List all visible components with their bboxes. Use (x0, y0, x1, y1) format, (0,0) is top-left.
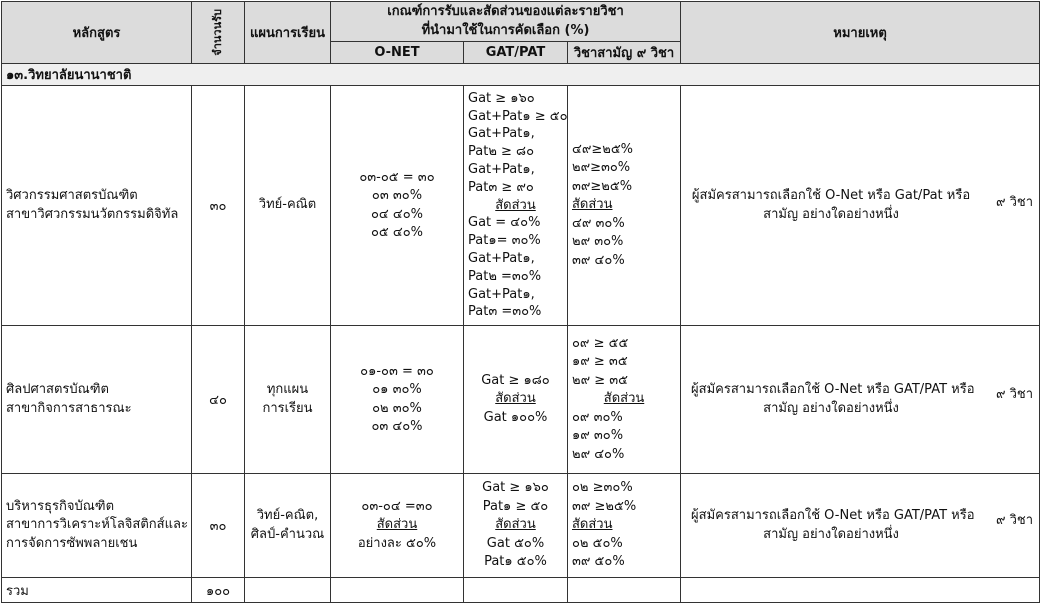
gatpat-line: Gat+Pat๑, (468, 162, 535, 177)
nine-line: ๒๙ ๓๐% (572, 234, 624, 250)
nine-subjects-cell (568, 86, 681, 326)
course-line: สาขาการวิเคราะห์โลจิสติกส์และ (6, 517, 188, 533)
gatpat-cell (464, 326, 568, 474)
onet-line: ๐๒ ๓๐% (372, 400, 422, 416)
header-seats (192, 2, 245, 64)
nine-line: ๐๙ ≥ ๕๕ (572, 335, 629, 351)
remark-tail: ๙ วิชา (995, 513, 1034, 528)
remark-text (691, 381, 975, 418)
onet-line: ๐๑ ๓๐% (372, 382, 422, 397)
plan-line: วิทย์-คณิต, (256, 508, 319, 523)
plan-cell (245, 474, 331, 578)
header-criteria (331, 2, 681, 42)
course-line: การจัดการซัพพลายเชน (6, 535, 138, 551)
course-line: วิศวกรรมศาสตรบัณฑิต (6, 188, 138, 203)
gatpat-line: Pat๑= ๓๐% (468, 233, 541, 249)
header-nine-subjects: วิชาสามัญ ๙ วิชา (568, 42, 681, 64)
nine-line: ๒๙ ≥ ๓๕ (572, 372, 628, 388)
nine-ratio-label: สัดส่วน (572, 517, 613, 533)
course-line: ศิลปศาสตรบัณฑิต (6, 382, 109, 397)
table-row (2, 474, 1040, 578)
header-seats-label: จำนวนรับ (211, 9, 224, 56)
nine-subjects-cell (568, 326, 681, 474)
onet-line: ๐๕ ๔๐% (370, 225, 424, 240)
onet-line: ๐๓-๐๔ =๓๐ (361, 498, 433, 514)
remark-text (691, 187, 971, 224)
section-title: ๑๓.วิทยาลัยนานาชาติ (2, 64, 1040, 86)
onet-line: ๐๓ ๔๐% (371, 419, 423, 434)
gatpat-line: Pat๓ =๓๐% (468, 304, 542, 320)
plan-line: วิทย์-คณิต (258, 197, 317, 213)
course-line: บริหารธุรกิจบัณฑิต (6, 498, 115, 514)
remark-cell (681, 86, 1040, 326)
header-plan: แผนการเรียน (245, 2, 331, 64)
total-value: ๑๐๐ (192, 578, 245, 603)
nine-line: ๔๙≥๒๕% (572, 141, 634, 157)
course-cell (2, 86, 192, 326)
gatpat-line: Gat+Pat๑, (468, 126, 535, 142)
remark-tail: ๙ วิชา (995, 387, 1034, 402)
gatpat-line: Gat+Pat๑ ≥ ๕๐ (468, 108, 568, 124)
gatpat-line: Gat = ๔๐% (468, 215, 541, 231)
total-label: รวม (2, 578, 192, 603)
header-remark: หมายเหตุ (681, 2, 1040, 64)
nine-line: ๒๙≥๓๐% (572, 160, 631, 176)
nine-line: ๓๙ ๕๐% (572, 554, 625, 570)
empty-cell (331, 578, 464, 603)
onet-line: อย่างละ ๕๐% (357, 535, 437, 551)
plan-cell (245, 86, 331, 326)
gatpat-line: Gat+Pat๑, (468, 286, 535, 302)
header-onet: O-NET (331, 42, 464, 64)
gatpat-line: Pat๒ =๓๐% (468, 268, 542, 284)
header-gatpat: GAT/PAT (464, 42, 568, 64)
admission-criteria-table (1, 1, 1040, 603)
nine-line: ๐๒ ≥๓๐% (572, 480, 633, 496)
gatpat-line: Gat ≥ ๑๖๐ (482, 480, 549, 496)
gatpat-line: Gat ≥ ๑๖๐ (468, 90, 535, 106)
remark-line: สามัญ อย่างใดอย่างหนึ่ง (763, 526, 899, 542)
nine-line: ๐๒ ๕๐% (572, 535, 623, 551)
remark-line: ผู้สมัครสามารถเลือกใช้ O-Net หรือ GAT/PAT หรือ (691, 382, 975, 397)
onet-line: ๐๑-๐๓ = ๓๐ (360, 363, 434, 379)
gatpat-line: Gat ๑๐๐% (483, 409, 548, 425)
seats-cell: ๓๐ (192, 86, 245, 326)
course-cell (2, 326, 192, 474)
table-row (2, 86, 1040, 326)
header-row-1 (2, 2, 1040, 42)
plan-line: ศิลป์-คำนวณ (250, 526, 325, 542)
course-cell (2, 474, 192, 578)
empty-cell (245, 578, 331, 603)
gatpat-line: Pat๒ ≥ ๘๐ (468, 144, 535, 160)
gatpat-line: Pat๑ ๕๐% (484, 554, 547, 570)
course-line: สาขาวิศวกรรมนวัตกรรมดิจิทัล (6, 206, 179, 222)
nine-subjects-cell (568, 474, 681, 578)
total-row (2, 578, 1040, 603)
gatpat-cell (464, 86, 568, 326)
gatpat-line: Gat ≥ ๑๘๐ (481, 372, 550, 388)
onet-ratio-label: สัดส่วน (376, 517, 418, 533)
header-criteria-line2: ที่นำมาใช้ในการคัดเลือก (%) (421, 22, 590, 38)
gatpat-line: Gat ๕๐% (486, 535, 545, 551)
remark-line: สามัญ อย่างใดอย่างหนึ่ง (763, 206, 899, 222)
course-line: สาขากิจการสาธารณะ (6, 400, 132, 416)
remark-tail: ๙ วิชา (995, 195, 1034, 210)
onet-cell (331, 474, 464, 578)
nine-line: ๑๙ ≥ ๓๕ (572, 354, 628, 370)
onet-cell (331, 86, 464, 326)
plan-line: การเรียน (262, 400, 313, 416)
section-row (2, 64, 1040, 86)
nine-line: ๔๙ ๓๐% (572, 215, 625, 231)
header-course: หลักสูตร (2, 2, 192, 64)
nine-line: ๓๙≥๒๕% (572, 178, 633, 194)
nine-line: ๓๙ ๔๐% (572, 252, 625, 268)
onet-line: ๐๔ ๔๐% (370, 206, 424, 222)
gatpat-line: Pat๑ ≥ ๕๐ (482, 498, 549, 514)
gatpat-cell (464, 474, 568, 578)
nine-line: ๓๙ ≥๒๕% (572, 498, 637, 514)
remark-line: ผู้สมัครสามารถเลือกใช้ O-Net หรือ Gat/Pat หรือ (691, 188, 971, 203)
remark-line: ผู้สมัครสามารถเลือกใช้ O-Net หรือ GAT/PAT หรือ (691, 508, 975, 523)
empty-cell (568, 578, 681, 603)
remark-cell (681, 474, 1040, 578)
onet-cell (331, 326, 464, 474)
header-criteria-line1: เกณฑ์การรับและสัดส่วนของแต่ละรายวิชา (387, 4, 624, 19)
remark-line: สามัญ อย่างใดอย่างหนึ่ง (763, 400, 899, 416)
seats-cell: ๓๐ (192, 474, 245, 578)
plan-line: ทุกแผน (266, 382, 309, 397)
nine-ratio-label: สัดส่วน (603, 391, 645, 407)
seats-cell: ๔๐ (192, 326, 245, 474)
onet-line: ๐๓ ๓๐% (371, 188, 423, 203)
table-row (2, 326, 1040, 474)
remark-cell (681, 326, 1040, 474)
gatpat-line: Gat+Pat๑, (468, 250, 535, 266)
empty-cell (681, 578, 1040, 603)
onet-line: ๐๓-๐๕ = ๓๐ (359, 169, 435, 185)
nine-ratio-label: สัดส่วน (572, 197, 613, 213)
nine-line: ๒๙ ๔๐% (572, 446, 625, 462)
nine-line: ๑๙ ๓๐% (572, 428, 624, 444)
nine-line: ๐๙ ๓๐% (572, 409, 623, 425)
gatpat-line: Pat๓ ≥ ๙๐ (468, 179, 534, 195)
gatpat-ratio-label: สัดส่วน (495, 517, 536, 533)
gatpat-ratio-label: สัดส่วน (495, 391, 536, 407)
plan-cell (245, 326, 331, 474)
empty-cell (464, 578, 568, 603)
remark-text (691, 507, 975, 544)
gatpat-ratio-label: สัดส่วน (495, 197, 536, 213)
